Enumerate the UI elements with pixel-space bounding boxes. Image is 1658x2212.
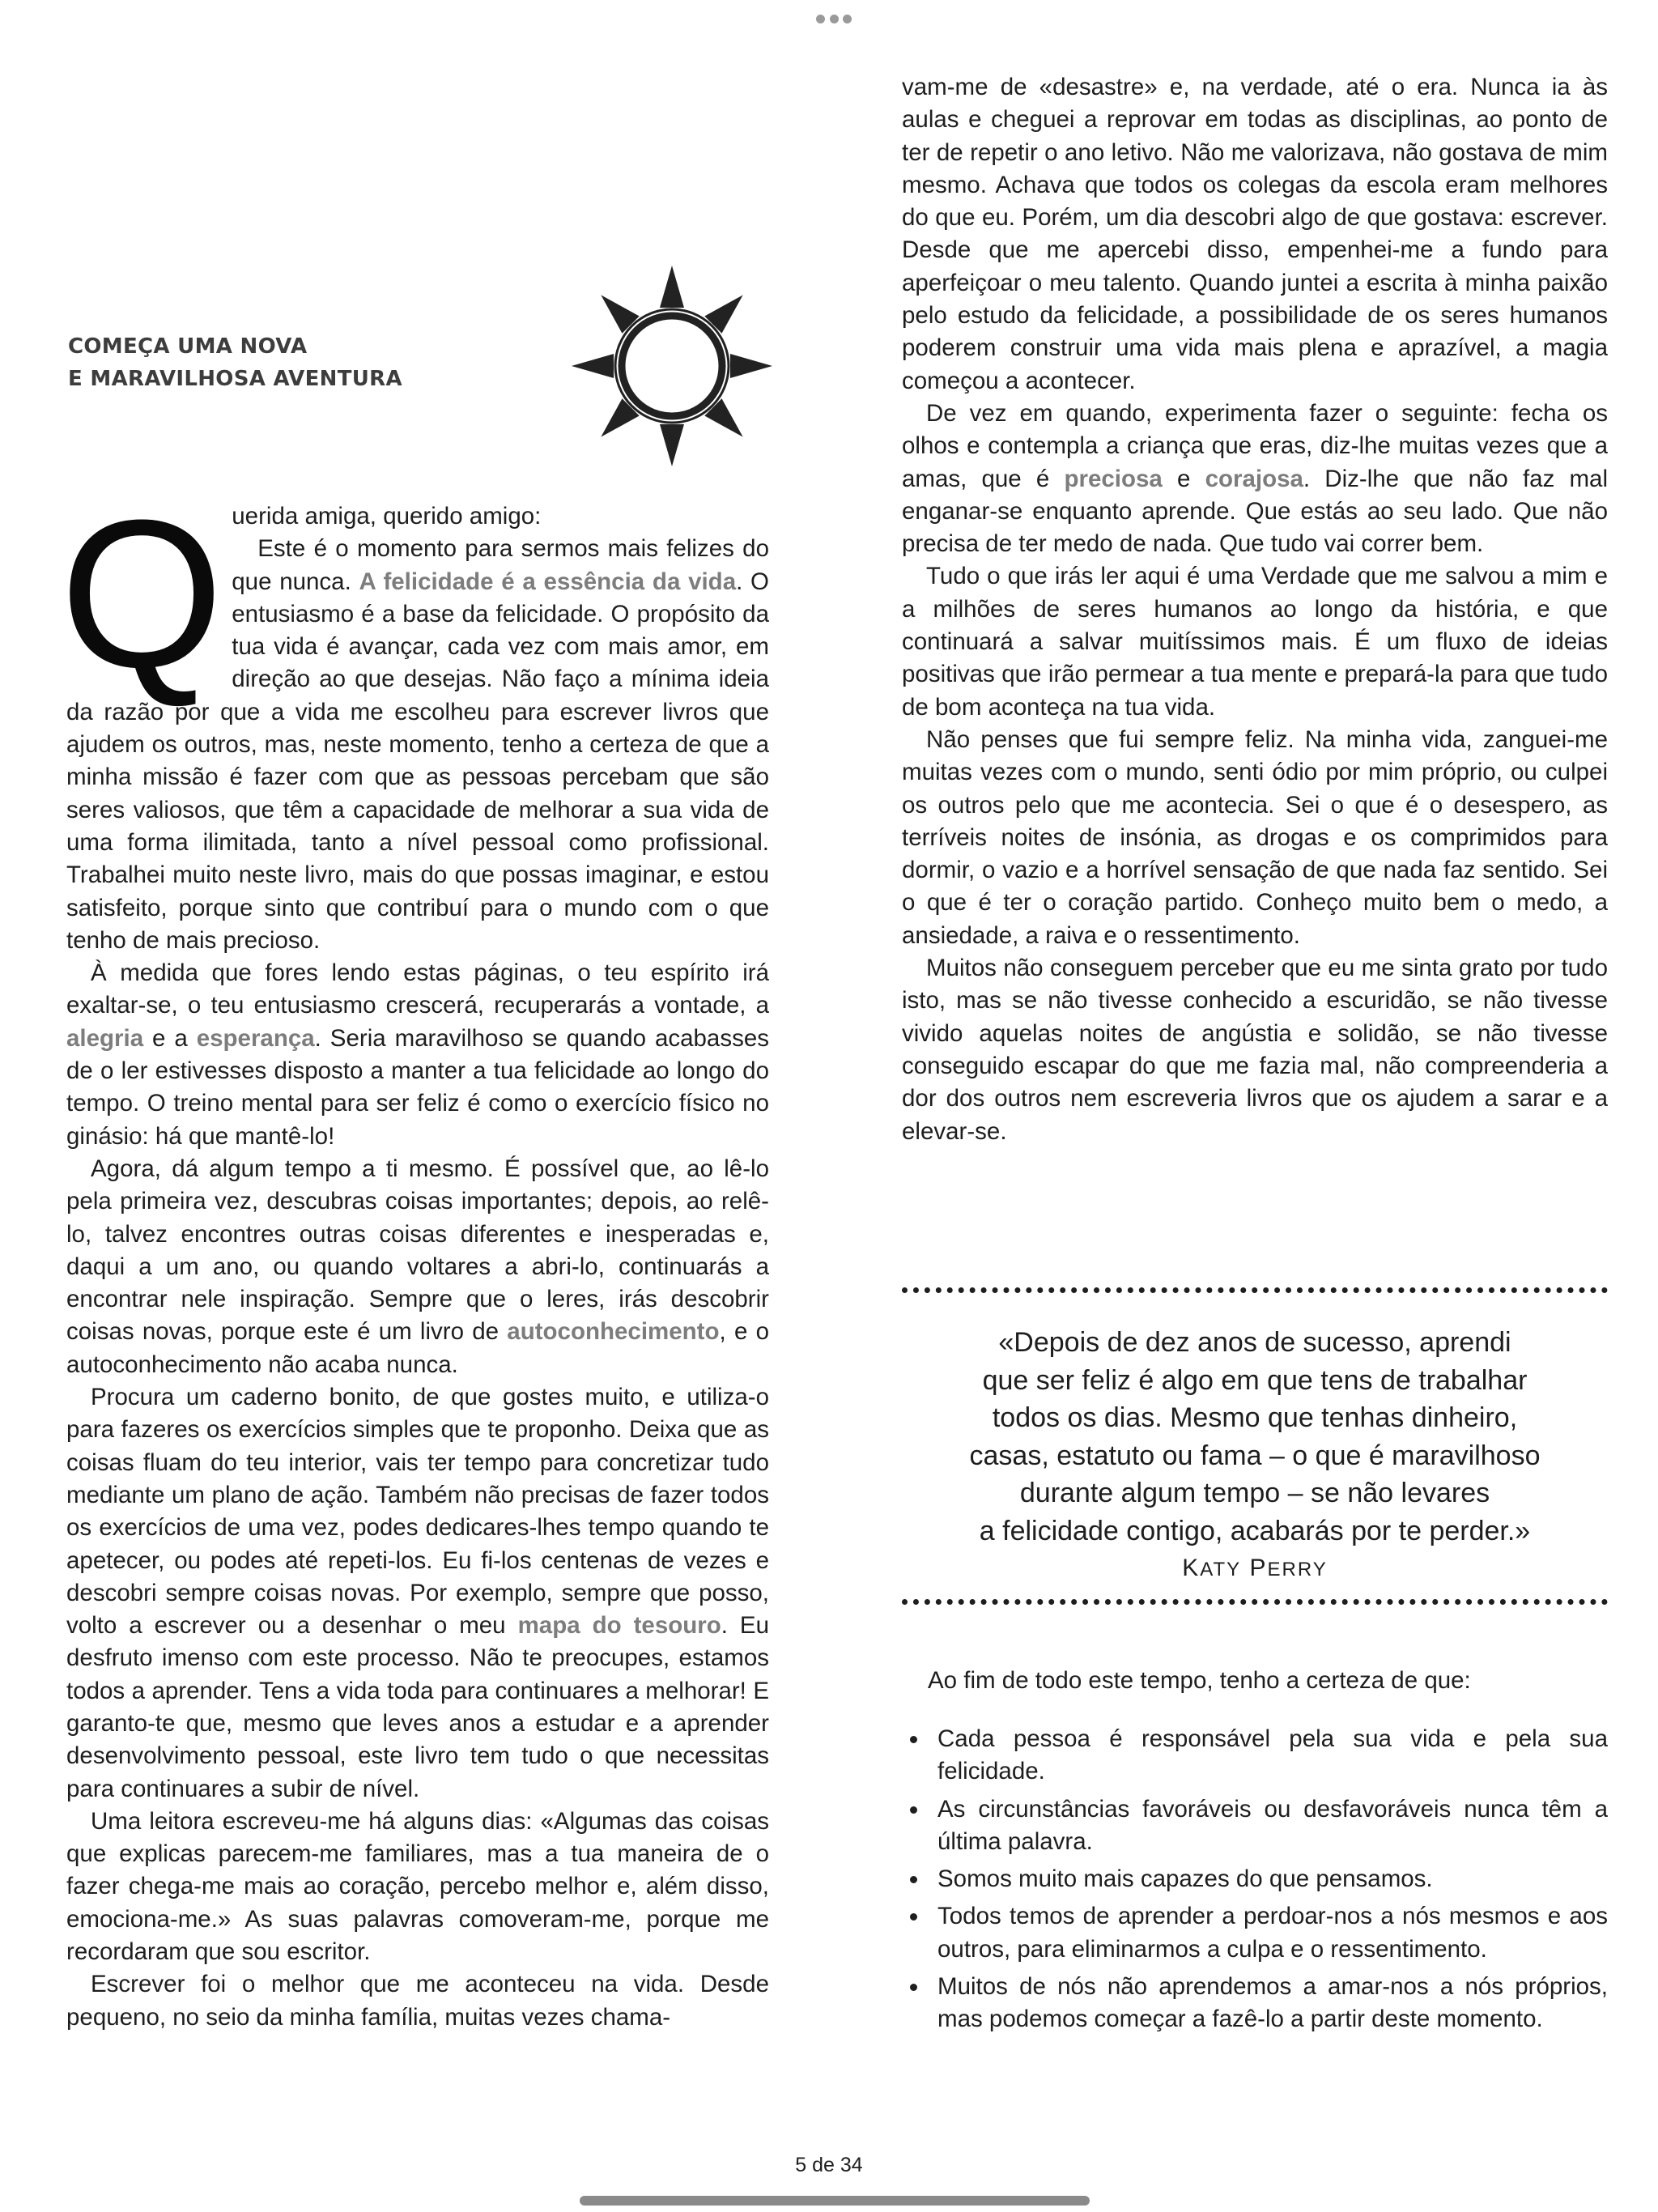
- divider-bottom: [902, 1599, 1608, 1605]
- page-indicator: 5 de 34: [795, 2154, 863, 2176]
- quote-author: KATY PERRY: [1182, 1555, 1328, 1581]
- paragraph: Uma leitora escreveu-me há alguns dias: «Algumas das coisas que explicas parecem-me familiares, mas a tua maneira de o fazer chega-me mais ao coração, percebo melhor e, além disso, emociona-me.» As suas palavras comoveram-me, porque me recordaram que sou escritor.: [66, 1807, 769, 1966]
- paragraph: Muitos não conseguem perceber que eu me sinta grato por tudo isto, mas se não tivesse conhecido a escuridão, se não tivesse vivido aquelas noites de angústia e solidão, se não tivesse conseguido escapar do que me fazia mal, não compreenderia a dor dos outros nem escreveria livros que os ajudem a sarar e a elevar-se.: [902, 955, 1608, 1145]
- highlight: esperança: [196, 1024, 315, 1052]
- list-item: Muitos de nós não aprendemos a amar-nos a nós próprios, mas podemos começar a fazê-lo a partir deste momento.: [902, 1971, 1608, 2036]
- list-item: As circunstâncias favoráveis ou desfavoráveis nunca têm a última palavra.: [902, 1793, 1608, 1859]
- list-item: Cada pessoa é responsável pela sua vida e pela sua felicidade.: [902, 1723, 1608, 1789]
- right-column: [902, 71, 1608, 1148]
- paragraph: Não penses que fui sempre feliz. Na minha vida, zanguei-me muitas vezes com o mundo, senti ódio por mim próprio, ou culpei os outros pelo que me acontecia. Sei o que é o desespero, as terríveis noites de insónia, as drogas e os comprimidos para dormir, o vazio e a horrível sensação de que nada faz sentido. Sei o que é ter o coração partido. Conheço muito bem o medo, a ansiedade, a raiva e o ressentimento.: [902, 725, 1608, 949]
- quote-line: durante algum tempo – se não levares: [1019, 1478, 1490, 1508]
- heading-line-2: E MARAVILHOSA AVENTURA: [68, 367, 402, 391]
- highlight: A felicidade é a essência da vida: [359, 568, 737, 595]
- list-item: Somos muito mais capazes do que pensamos.: [902, 1863, 1608, 1895]
- quote-line: «Depois de dez anos de sucesso, aprendi: [998, 1327, 1511, 1358]
- left-column: [60, 477, 770, 2034]
- paragraph: Agora, dá algum tempo a ti mesmo. É possível que, ao lê-lo pela primeira vez, descubras coisas importantes; depois, ao relê-lo, talvez encontres outras coisas diferentes e inesperadas e, daqui a um ano, ou quando voltares a abri-lo, continuarás a encontrar nele inspiração. Sempre que o leres, irás descobrir coisas novas, porque este é um livro de autoconhecimento, e o autoconhecimento não acaba nunca.: [66, 1155, 769, 1378]
- bullet-list: [902, 1723, 1608, 2041]
- quote-text: [902, 1293, 1608, 1599]
- heading-line-1: COMEÇA UMA NOVA: [68, 334, 308, 359]
- paragraph: À medida que fores lendo estas páginas, o teu espírito irá exaltar-se, o teu entusiasmo crescerá, recuperarás a vontade, a alegria e a esperança. Seria maravilhoso se quando acabasses de o ler estivesses disposto a manter a tua felicidade ao longo do tempo. O treino mental para ser feliz é como o exercício físico no ginásio: há que mantê-lo!: [66, 959, 769, 1150]
- dot: [830, 15, 839, 23]
- quote-line: a felicidade contigo, acabarás por te perder.»: [979, 1515, 1531, 1546]
- greeting: uerida amiga, querido amigo:: [232, 503, 542, 530]
- list-item: Todos temos de aprender a perdoar-nos a nós mesmos e aos outros, para eliminarmos a culpa e o ressentimento.: [902, 1900, 1608, 1966]
- chapter-heading: [68, 330, 402, 395]
- dot: [816, 15, 825, 23]
- more-dots-icon[interactable]: [816, 13, 852, 24]
- drop-cap: Q: [60, 477, 224, 712]
- paragraph: Este é o momento para sermos mais felizes do que nunca. A felicidade é a essência da vida. O entusiasmo é a base da felicidade. O propósito da tua vida é avançar, cada vez com mais amor, em direção ao que desejas. Não faço a mínima ideia da razão por que a vida me escolheu para escrever livros que ajudem os outros, mas, neste momento, tenho a certeza de que a minha missão é fazer com que as pessoas percebam que são seres valiosos, que têm a capacidade de melhorar a sua vida de uma forma ilimitada, tanto a nível pessoal como profissional. Trabalhei muito neste livro, mais do que possas imaginar, e estou satisfeito, porque sinto que contribuí para o mundo com o que tenho de mais precioso.: [66, 535, 769, 954]
- dot: [843, 15, 852, 23]
- page-scrubber[interactable]: [580, 2196, 1090, 2206]
- highlight: corajosa: [1205, 465, 1303, 492]
- paragraph: Tudo o que irás ler aqui é uma Verdade que me salvou a mim e a milhões de seres humanos ao longo da história, e que continuará a salvar muitíssimos mais. É um fluxo de ideias positivas que irão permear a tua mente e prepará-la para que tudo de bom aconteça na tua vida.: [902, 563, 1608, 721]
- paragraph: Procura um caderno bonito, de que gostes muito, e utiliza-o para fazeres os exercícios simples que te proponho. Deixa que as coisas fluam do teu interior, vais ter tempo para concretizar tudo mediante um plano de ação. Também não precisas de fazer todos os exercícios de uma vez, podes dedicares-lhes tempo quando te apetecer, ou podes até repeti-los. Eu fi-los centenas de vezes e descobri sempre coisas novas. Por exemplo, sempre que posso, volto a escrever ou a desenhar o meu mapa do tesouro. Eu desfruto imenso com este processo. Não te preocupes, estamos todos a aprender. Tens a vida toda para continuares a melhorar! E garanto-te que, mesmo que leves anos a estudar e a aprender desenvolvimento pessoal, este livro tem tudo o que necessitas para continuares a subir de nível.: [66, 1384, 770, 1802]
- paragraph: vam-me de «desastre» e, na verdade, até o era. Nunca ia às aulas e cheguei a reprovar em todas as disciplinas, ao ponto de ter de repetir o ano letivo. Não me valorizava, não gostava de mim mesmo. Achava que todos os colegas da escola eram melhores do que eu. Porém, um dia descobri algo de que gostava: escrever. Desde que me apercebi disso, empenhei-me a fundo para aperfeiçoar o meu talento. Quando juntei a escrita à minha paixão pelo estudo da felicidade, a possibilidade de os seres humanos poderem construir uma vida mais plena e aprazível, a magia começou a acontecer.: [902, 74, 1608, 394]
- pull-quote: [902, 1287, 1608, 1605]
- paragraph: Escrever foi o melhor que me aconteceu na vida. Desde pequeno, no seio da minha família, muitas vezes chama-: [66, 1971, 769, 2031]
- highlight: alegria: [66, 1024, 144, 1052]
- highlight: mapa do tesouro: [517, 1612, 721, 1640]
- list-intro: Ao fim de todo este tempo, tenho a certeza de que:: [928, 1667, 1471, 1694]
- quote-line: todos os dias. Mesmo que tenhas dinheiro,: [992, 1402, 1518, 1433]
- highlight: preciosa: [1064, 465, 1163, 492]
- quote-line: que ser feliz é algo em que tens de trabalhar: [982, 1364, 1528, 1396]
- paragraph: De vez em quando, experimenta fazer o seguinte: fecha os olhos e contempla a criança que eras, diz-lhe muitas vezes que a amas, que é preciosa e corajosa. Diz-lhe que não faz mal enganar-se enquanto aprende. Que estás ao seu lado. Que não precisa de ter medo de nada. Que tudo vai correr bem.: [902, 399, 1609, 558]
- quote-line: casas, estatuto ou fama – o que é maravilhoso: [969, 1440, 1541, 1471]
- sun-icon: [567, 261, 777, 471]
- highlight: autoconhecimento: [507, 1318, 720, 1346]
- divider-top: [902, 1287, 1608, 1293]
